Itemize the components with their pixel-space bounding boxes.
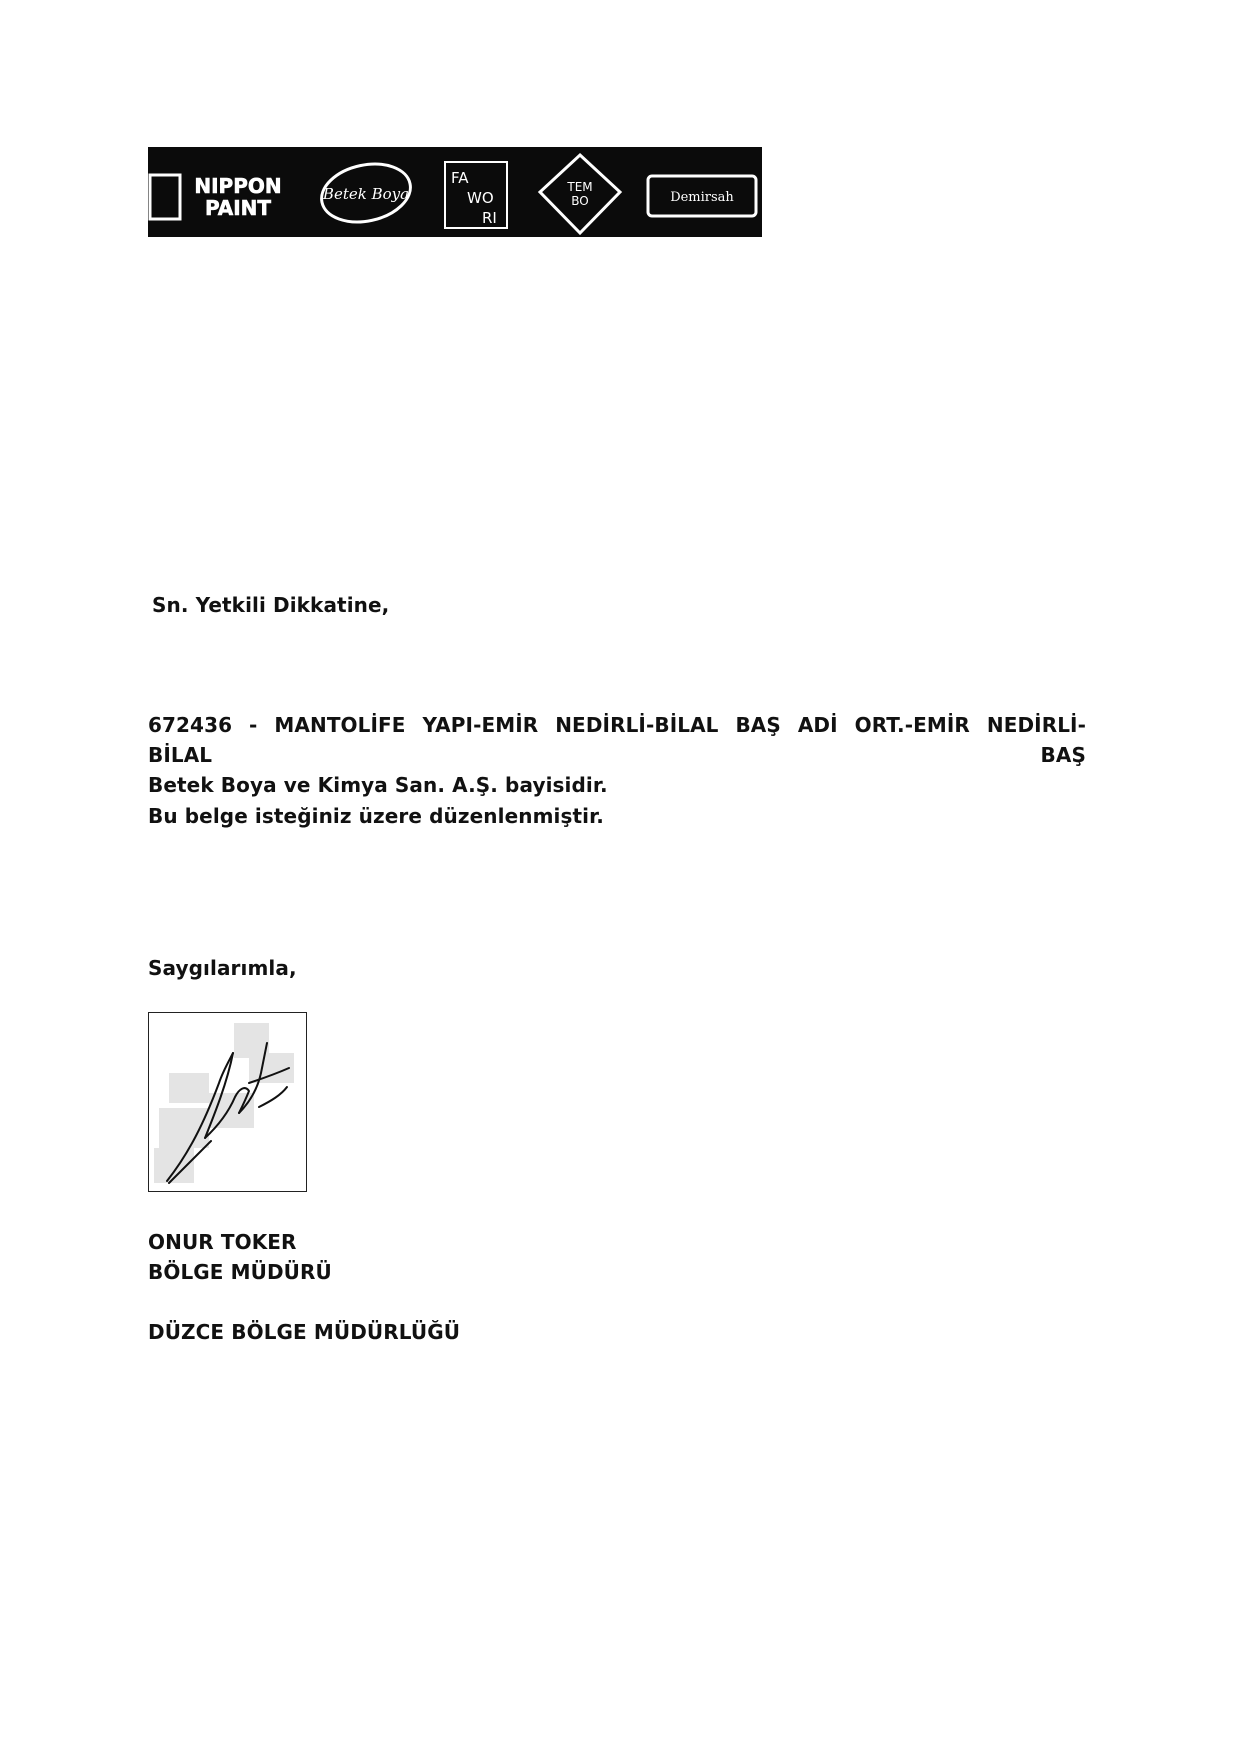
svg-text:BO: BO bbox=[571, 194, 589, 208]
handwritten-signature bbox=[149, 1013, 306, 1191]
closing-greeting: Saygılarımla, bbox=[148, 956, 297, 980]
signer-department: DÜZCE BÖLGE MÜDÜRLÜĞÜ bbox=[148, 1320, 461, 1344]
betek-boya-logo bbox=[316, 156, 416, 229]
signature-box bbox=[148, 1012, 307, 1192]
signer-title: BÖLGE MÜDÜRÜ bbox=[148, 1260, 332, 1284]
svg-text:RI: RI bbox=[482, 209, 497, 227]
svg-text:WO: WO bbox=[467, 189, 494, 207]
fawori-logo bbox=[445, 162, 507, 228]
diamond-brand-logo bbox=[540, 155, 620, 233]
rectangular-brand-logo bbox=[648, 176, 756, 216]
dealer-statement-line-1: 672436 - MANTOLİFE YAPI-EMİR NEDİRLİ-BİLAL BAŞ ADİ ORT.-EMİR NEDİRLİ-BİLAL BAŞ bbox=[148, 713, 1086, 767]
strip-edge-logo bbox=[150, 175, 180, 219]
svg-text:PAINT: PAINT bbox=[204, 196, 272, 220]
svg-text:Betek Boya: Betek Boya bbox=[322, 185, 410, 203]
svg-text:TEM: TEM bbox=[567, 180, 593, 194]
svg-text:Demirsah: Demirsah bbox=[670, 190, 734, 205]
nippon-paint-logo bbox=[194, 174, 281, 220]
dealer-statement-paragraph bbox=[148, 710, 1086, 800]
svg-text:NIPPON: NIPPON bbox=[194, 174, 282, 198]
salutation: Sn. Yetkili Dikkatine, bbox=[152, 593, 390, 617]
svg-text:FA: FA bbox=[451, 169, 469, 187]
brand-logo-strip bbox=[148, 147, 762, 237]
issuance-note: Bu belge isteğiniz üzere düzenlenmiştir. bbox=[148, 804, 604, 828]
dealer-statement-line-2: Betek Boya ve Kimya San. A.Ş. bayisidir. bbox=[148, 773, 608, 797]
signer-name: ONUR TOKER bbox=[148, 1230, 297, 1254]
